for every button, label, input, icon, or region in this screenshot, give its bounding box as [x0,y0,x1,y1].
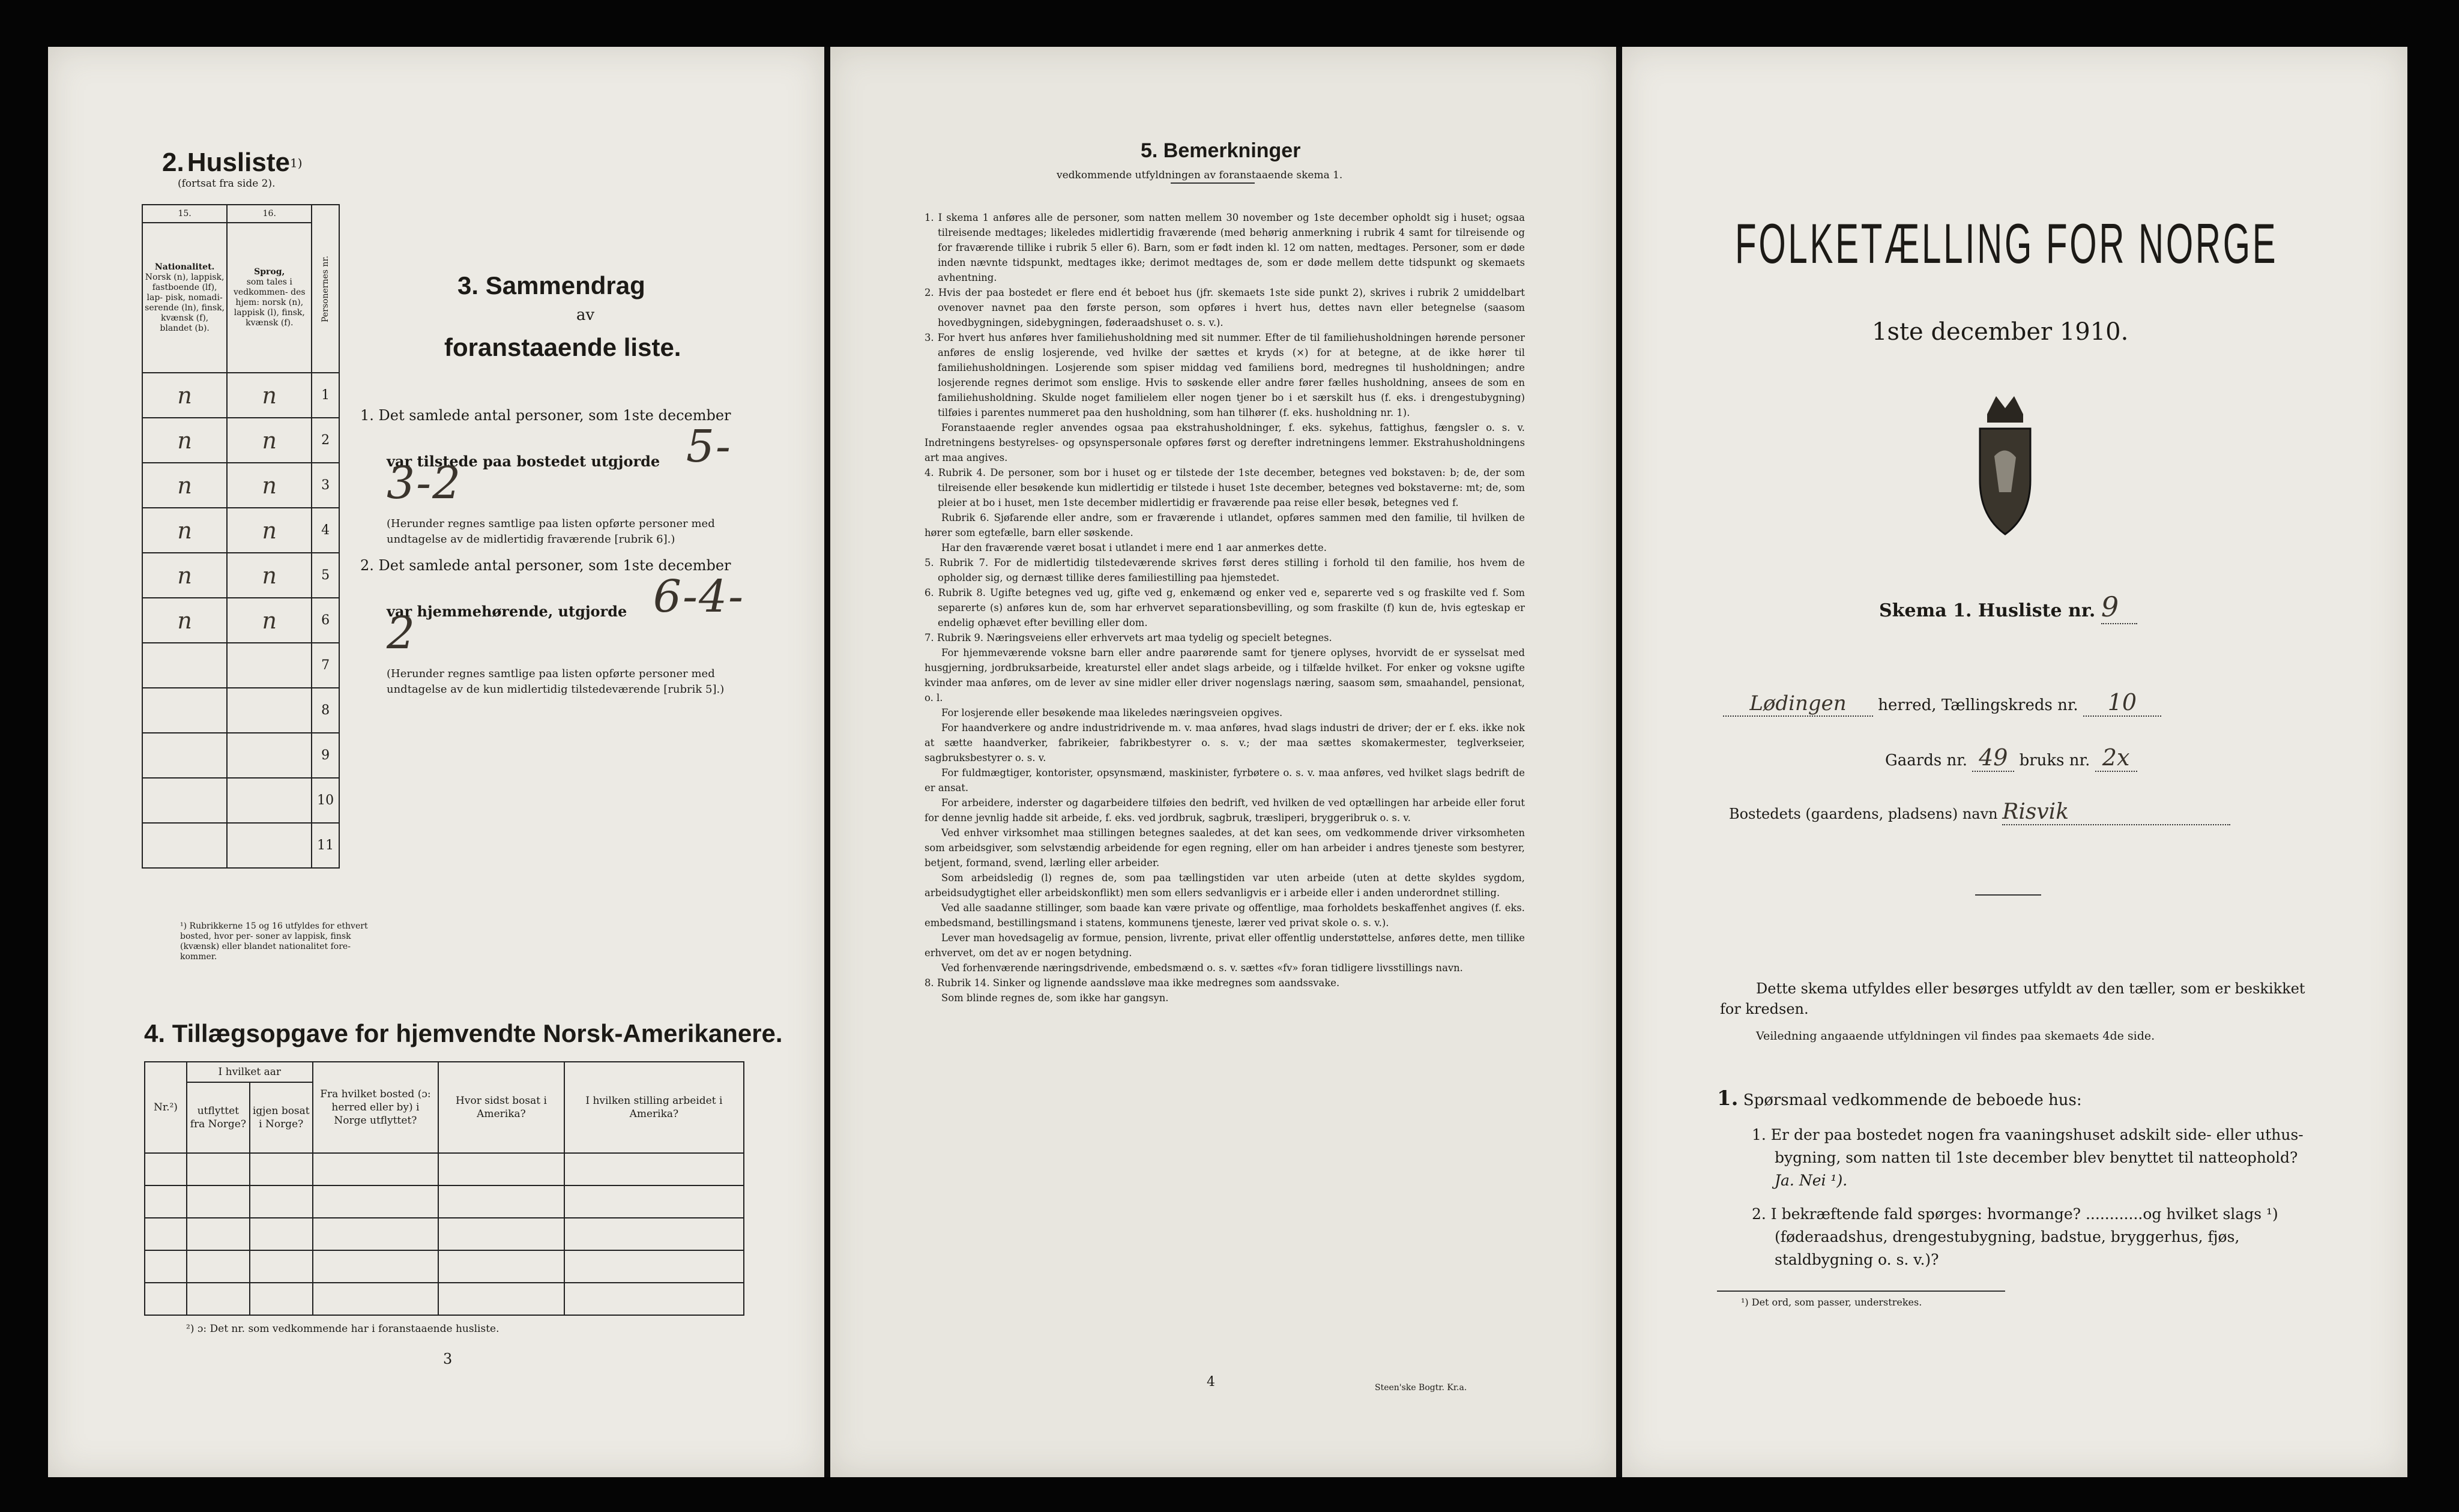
bemerkninger-subtitle: vedkommende utfyldningen av foranstaaende skema 1. [1057,169,1343,181]
ta-aar-header: I hvilket aar [187,1062,313,1082]
remark-paragraph: For haandverkere og andre industridrivende m. v. maa anføres, hvad slags industri de driver; der er f. eks. ikke nok at sætte haandverker, fabrikeier, fabrikbestyrer o. s. v.; der maa sættes skomakermester, teglverkseier, sagbruksbestyrer o. s. v. [925,722,1525,764]
table-row [142,688,339,733]
item2-value: 6-4-2 [387,571,745,659]
remark-paragraph: Har den fraværende været bosat i utlandet i mere end 1 aar anmerkes dette. [941,542,1327,553]
remark-paragraph: Ved alle saadanne stillinger, som baade kan være private og offentlige, maa forholdets beskaffenhet angives (f. eks. embedsmand, bestillingsmand i statens, kommunens tjeneste, lærer ved privat skole o. s. v.). [925,902,1525,929]
instruction-text: Dette skema utfyldes eller besørges utfyldt av den tæller, som er beskikket for kredsen. [1720,980,2305,1017]
table-row [142,463,339,508]
tillaeg-footnote: ²) ɔ: Det nr. som vedkommende har i foranstaaende husliste. [186,1323,499,1335]
gaards-value: 49 [1972,744,2014,772]
bruks-value: 2x [2095,744,2137,772]
herred-label: herred, [1878,696,1937,714]
nat-cell: n [142,553,227,598]
husliste-subtitle: (fortsat fra side 2). [178,178,276,190]
item1-line-b [360,421,762,511]
husliste-sup: 1) [289,155,303,170]
page-seam [824,47,830,1477]
sammendrag-title [457,271,645,300]
sprog-cell: n [227,463,312,508]
sammendrag-num: 3. [457,271,479,300]
nat-cell [142,733,227,778]
table-row [142,418,339,463]
persnr-cell: 9 [312,733,339,778]
nat-cell [142,778,227,823]
table-row [142,823,339,868]
persnr-cell: 3 [312,463,339,508]
skema-line [1879,591,2137,624]
bemerkninger-title: 5. Bemerkninger [1141,139,1301,162]
remark-paragraph: For fuldmægtiger, kontorister, opsynsmænd, maskinister, fyrbøtere o. s. v. maa anføres, ved hvilket slags bedrift de er ansat. [925,767,1525,794]
table-row [142,373,339,418]
table-row [142,598,339,643]
item2-line-a: 2. Det samlede antal personer, som 1ste december [360,557,731,574]
table-row [145,1218,744,1250]
left-page-number: 3 [443,1351,453,1367]
persnr-cell: 5 [312,553,339,598]
item1-note: (Herunder regnes samtlige paa listen opførte personer med undtagelse av de midlertidig fraværende [rubrik 6].) [387,517,715,546]
nat-cell [142,643,227,688]
col16-header: 16. [227,205,312,223]
remark-paragraph: Foranstaaende regler anvendes ogsaa paa ekstrahusholdninger, f. eks. sykehus, fattighus, fængsler o. s. v. Indretningens bestyrelses- og opsynspersonale opføres først og derefter indretningens lemmer. Ekstrahusholdningens art maa angives. [925,422,1525,463]
kreds-value: 10 [2083,689,2161,717]
nat-cell: n [142,508,227,553]
sprog-cell: n [227,598,312,643]
sprog-header [227,223,312,373]
sprog-cell [227,733,312,778]
footnote-rule [1717,1291,2005,1292]
q1-num: 1. [1717,1086,1739,1110]
persnr-cell: 1 [312,373,339,418]
sprog-cell [227,778,312,823]
nat-cell [142,823,227,868]
remark-paragraph: 4. Rubrik 4. De personer, som bor i huset og er tilstede der 1ste december, betegnes ved bokstaven: b; de, der som tilreisende eller besøkende kun midlertidig er tilstede i huset 1ste december, betegnes ved bokstaverne: mt; de, som pleier at bo i huset, men 1ste december midlertidig er fraværende paa reise eller besøk, betegnes ved f. [925,467,1525,508]
remark-paragraph: For losjerende eller besøkende maa likeledes næringsveien opgives. [941,707,1283,718]
sprog-cell [227,688,312,733]
ta-stilling-header: I hvilken stilling arbeidet i Amerika? [564,1062,744,1153]
printer-mark: Steen'ske Bogtr. Kr.a. [1375,1383,1467,1393]
nat-cell: n [142,418,227,463]
coat-of-arms-icon [1969,390,2041,552]
ta-nr-header: Nr.²) [145,1062,187,1153]
page-seam [1616,47,1622,1477]
husliste-heading: Husliste [187,148,290,177]
remark-paragraph: Som arbeidsledig (l) regnes de, som paa tællingstiden var uten arbeide (uten at dette skyldes sygdom, arbeidsudygtighet eller arbeidskonflikt) men som ellers sedvanligvis er i arbeide eller i anden underordnet stilling. [925,872,1525,899]
tillaeg-table [144,1061,744,1316]
gaards-line [1885,744,2137,772]
sammendrag-av: av [576,306,595,324]
persnr-cell: 10 [312,778,339,823]
sprog-cell [227,643,312,688]
census-date: 1ste december 1910. [1872,318,2129,346]
remark-paragraph: 6. Rubrik 8. Ugifte betegnes ved ug, gifte ved g, enkemænd og enker ved e, separerte ved s og fraskilte ved f. Som separerte (s) anføres kun de, som har erhvervet separationsbevilling, og som fraskilte (f) kun de, hvis egteskap er endelig ophævet efter bevilling eller dom. [925,587,1525,628]
item2-line-b [360,571,762,661]
remark-paragraph: 1. I skema 1 anføres alle de personer, som natten mellem 30 november og 1ste december opholdt sig i huset; ogsaa tilreisende medtages; likeledes midlertidig fraværende (med behørig anmerkning i rubrik 4 samt for tilreisende og for fraværende tillike i rubrik 5 eller 6). Barn, som er født inden kl. 12 om natten, medtages. Personer, som er døde inden nævnte tidspunkt, medtages ikke; derimot medtages de, som er døde mellem dette tidspunkt og skemaets avhentning. [925,212,1525,283]
nat-cell: n [142,373,227,418]
husliste-table [142,204,340,869]
nat-title: Nationalitet. [154,262,215,272]
q1-item1 [1752,1124,2310,1192]
nat-header [142,223,227,373]
nat-cell: n [142,598,227,643]
ta-fra-header: Fra hvilket bosted (ɔ: herred eller by) i Norge utflyttet? [313,1062,439,1153]
table-row [145,1283,744,1315]
ta-utflyttet-header: utflyttet fra Norge? [187,1082,250,1153]
sprog-title: Sprog, [254,267,285,277]
sprog-cell [227,823,312,868]
bosted-line [1729,800,2230,825]
persnr-cell: 11 [312,823,339,868]
remark-paragraph: Ved enhver virksomhet maa stillingen betegnes saaledes, at det kan sees, om vedkommende driver virksomheten som arbeidsgiver, som selvstændig arbeidende for egen regning, eller om han arbeider i andres tjeneste som bestyrer, betjent, formand, svend, lærling eller arbeider. [925,827,1525,869]
sammendrag-title2: foranstaaende liste. [444,333,681,361]
persnr-header [312,205,339,373]
skema-value: 9 [2101,591,2137,624]
q1-title: Spørsmaal vedkommende de beboede hus: [1743,1091,2082,1109]
persnr-cell: 6 [312,598,339,643]
table-row [145,1185,744,1218]
middle-page-number: 4 [1207,1375,1215,1390]
remark-paragraph: For hjemmeværende voksne barn eller andre paarørende samt for tjenere oplyses, hvorvidt de er sysselsat med husgjerning, jordbruksarbeide, kreaturstel eller andet slags arbeide, og i tilfælde hvilket. For enker og voksne ugifte kvinder maa anføres, om de lever av sine midler eller driver nogenslags næring, saasom søm, smaahandel, pensionat, o. l. [925,647,1525,703]
remark-paragraph: 7. Rubrik 9. Næringsveiens eller erhvervets art maa tydelig og specielt betegnes. [925,632,1332,643]
sprog-cell: n [227,373,312,418]
persnr-cell: 8 [312,688,339,733]
table-row [145,1250,744,1283]
q1-item2: 2. I bekræftende fald spørges: hvormange? ............og hvilket slags ¹) (føderaadshus, drengestubygning, badstue, bryggerhus, fjøs, staldbygning o. s. v.)? [1752,1205,2278,1268]
herred-value: Lødingen [1723,691,1873,717]
sprog-cell: n [227,418,312,463]
sprog-desc: som tales i vedkommen- des hjem: norsk (n), lappisk (l), finsk, kvænsk (f). [234,277,306,328]
item1-label: var tilstede paa bostedet utgjorde [387,453,660,470]
kreds-label: Tællingskreds nr. [1941,696,2078,714]
sammendrag-item1 [360,402,762,547]
remark-paragraph: Rubrik 6. Sjøfarende eller andre, som er fraværende i utlandet, opføres sammen med den familie, til hvilken de hører som egtefælle, barn eller søskende. [925,512,1525,538]
bemerkninger-body [925,210,1525,1005]
tillaeg-title: 4. Tillægsopgave for hjemvendte Norsk-Amerikanere. [144,1019,783,1047]
persnr-cell: 7 [312,643,339,688]
veiledning-text: Veiledning angaaende utfyldningen vil findes paa skemaets 4de side. [1756,1029,2155,1043]
table-row [142,508,339,553]
remark-paragraph: Lever man hovedsagelig av formue, pension, livrente, privat eller offentlig understøttelse, anføres dette, men tillike erhvervet, om det av er nogen betydning. [925,932,1525,959]
nat-cell: n [142,463,227,508]
item2-note: (Herunder regnes samtlige paa listen opførte personer med undtagelse av de kun midlertidig tilstedeværende [rubrik 5].) [387,667,725,696]
persnr-cell: 2 [312,418,339,463]
remark-paragraph: 3. For hvert hus anføres hver familiehusholdning med sit nummer. Efter de til familiehusholdningen hørende personer anføres de enslig losjerende, ved hvilke der sættes et kryds (×) for at betegne, at de ikke hører til familiehusholdningen. Losjerende som spiser middag ved familiens bord, medregnes til husholdningen; andre losjerende regnes derimot som enslige. Hvis to søskende eller andre fører fælles husholdning, ansees de som en familiehusholdning. Skulde noget familielem eller nogen tjener bo i et særskilt hus (f. eks. i drengestubygning) tilføies i parentes nummeret paa den husholdning, som han tilhører (f. eks. husholdning nr. 1). [925,332,1525,418]
census-title: FOLKETÆLLING FOR NORGE [1735,212,2278,275]
bosted-label: Bostedets (gaardens, pladsens) navn [1729,806,1998,822]
husliste-footnote: ¹) Rubrikkerne 15 og 16 utfyldes for ethvert bosted, hvor per- soner av lappisk, finsk (kvænsk) eller blandet nationalitet fore- kommer. [180,921,368,962]
ta-sidst-header: Hvor sidst bosat i Amerika? [438,1062,564,1153]
q1-heading [1717,1086,2082,1110]
persnr-text: Personernes nr. [320,255,330,322]
skema-label: Skema 1. Husliste nr. [1879,600,2096,621]
nat-desc: Norsk (n), lappisk, fastboende (lf), lap- pisk, nomadi- serende (ln), finsk, kvænsk (f), blandet (b). [145,272,225,333]
husliste-number: 2. [162,148,184,177]
table-row [142,553,339,598]
sprog-cell: n [227,508,312,553]
table-row [142,778,339,823]
remark-paragraph: 8. Rubrik 14. Sinker og lignende aandssløve maa ikke medregnes som aandssvake. [925,977,1340,989]
right-footnote: ¹) Det ord, som passer, understrekes. [1741,1297,1922,1308]
sammendrag-item2 [360,552,762,697]
remark-paragraph: 5. Rubrik 7. For de midlertidig tilstedeværende skrives først deres stilling i forhold til den familie, hos hvem de opholder sig, og dernæst tillike deres familiestilling paa hjemstedet. [925,557,1525,583]
remark-paragraph: 2. Hvis der paa bostedet er flere end ét beboet hus (jfr. skemaets 1ste side punkt 2), skrives i rubrik 2 umiddelbart ovenover navnet paa den første person, som opføres i hvert hus, dettes navn eller betegnelse (saasom hovedbygningen, sidebygningen, føderaadshuset o. s. v.). [925,287,1525,328]
table-row [142,643,339,688]
bemerkninger-rule [1171,182,1255,184]
q1-item1-answer: Ja. Nei ¹). [1775,1172,1848,1189]
bosted-value: Risvik [2002,800,2230,825]
gaards-label: Gaards nr. [1885,751,1968,770]
persnr-cell: 4 [312,508,339,553]
husliste-title [162,148,303,178]
ta-igjen-header: igjen bosat i Norge? [250,1082,313,1153]
item1-line-a: 1. Det samlede antal personer, som 1ste december [360,407,731,424]
sammendrag-heading: Sammendrag [485,271,645,300]
table-row [142,733,339,778]
col15-header: 15. [142,205,227,223]
item2-label: var hjemmehørende, utgjorde [387,603,627,620]
table-row [145,1153,744,1185]
remark-paragraph: Ved forhenværende næringsdrivende, embedsmænd o. s. v. sættes «fv» foran tidligere livsstillings navn. [941,962,1463,974]
remark-paragraph: Som blinde regnes de, som ikke har gangsyn. [941,992,1169,1004]
nat-cell [142,688,227,733]
ornament-rule [1975,894,2041,896]
item1-value: 5-3-2 [387,421,732,509]
q1-item1-text: 1. Er der paa bostedet nogen fra vaaningshuset adskilt side- eller uthus-bygning, som natten til 1ste december blev benyttet til natteophold? [1752,1126,2304,1166]
remark-paragraph: For arbeidere, inderster og dagarbeidere tilføies den bedrift, ved hvilken de ved optællingen har arbeide eller forut for denne jevnlig hadde sit arbeide, f. eks. ved jordbruk, sagbruk, træsliperi, bryggeribruk o. s. v. [925,797,1525,824]
bruks-label: bruks nr. [2019,751,2090,770]
sprog-cell: n [227,553,312,598]
herred-line [1723,689,2161,717]
